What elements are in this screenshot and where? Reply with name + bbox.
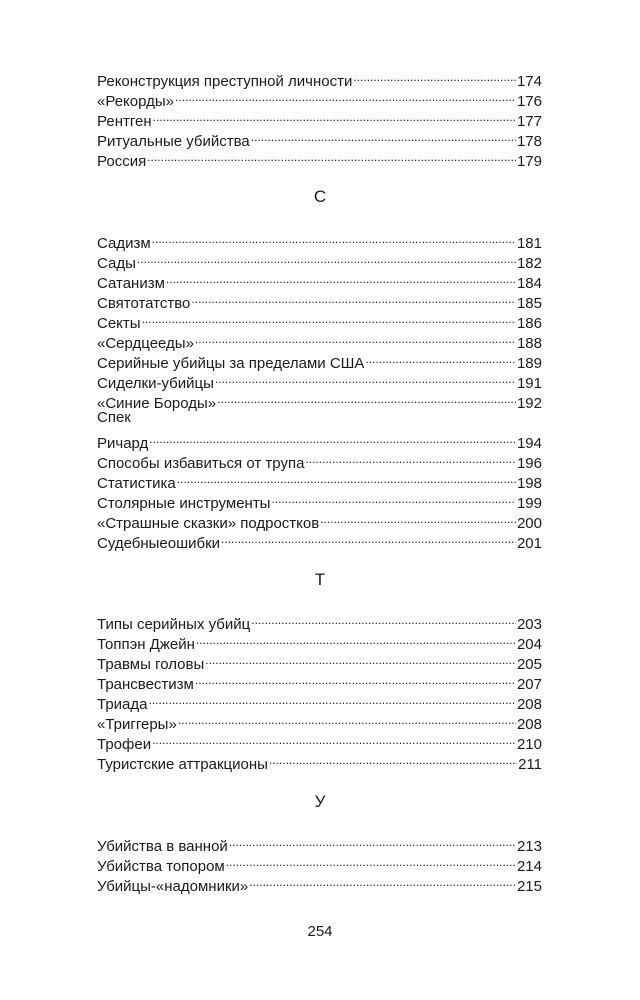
toc-entry-page: 178 — [516, 133, 542, 150]
toc-entry-page: 185 — [516, 295, 542, 312]
toc-entry-title: «Сердцееды» — [97, 335, 194, 352]
toc-entry — [97, 749, 542, 773]
toc-entry-page: 200 — [516, 515, 542, 532]
toc-entry-page: 194 — [516, 435, 542, 452]
dot-leader — [217, 388, 516, 408]
section-letter-t: Т — [314, 570, 326, 589]
dot-leader — [152, 729, 516, 749]
toc-entry-title: Трофеи — [97, 736, 152, 753]
dot-leader — [195, 328, 516, 348]
toc-entry-page: 179 — [516, 153, 542, 170]
toc-entry-title: «Синие Бороды» — [97, 395, 217, 412]
toc-entry-title: Россия — [97, 153, 147, 170]
toc-entry — [97, 709, 542, 733]
toc-entry-page: 191 — [516, 375, 542, 392]
toc-entry-page: 210 — [516, 736, 542, 753]
dot-leader — [353, 66, 516, 86]
toc-entry — [97, 448, 542, 472]
toc-group-u — [97, 831, 542, 895]
toc-entry-title: Садизм — [97, 235, 151, 252]
toc-entry-page: 182 — [516, 255, 542, 272]
toc-entry — [97, 609, 542, 633]
toc-entry — [97, 248, 542, 272]
dot-leader — [271, 488, 516, 508]
toc-entry — [97, 831, 542, 855]
toc-entry-page: 174 — [516, 73, 542, 90]
toc-entry-title: Сиделки-убийцы — [97, 375, 214, 392]
dot-leader — [175, 86, 516, 106]
toc-entry — [97, 106, 542, 130]
toc-entry — [97, 146, 542, 170]
dot-leader — [305, 448, 516, 468]
toc-entry-title: Убийства в ванной — [97, 838, 228, 855]
toc-entry-title: Святотатство — [97, 295, 191, 312]
toc-entry-page: 207 — [516, 676, 542, 693]
dot-leader — [249, 871, 516, 891]
toc-entry-title: Реконструкция преступной личности — [97, 73, 353, 90]
toc-group-t — [97, 609, 542, 773]
dot-leader — [148, 689, 515, 709]
section-letter-u: У — [314, 792, 326, 811]
toc-entry — [97, 729, 542, 753]
toc-entry — [97, 328, 542, 352]
dot-leader — [226, 851, 516, 871]
dot-leader — [191, 288, 516, 308]
toc-entry-title: Сатанизм — [97, 275, 165, 292]
toc-entry-page: 204 — [516, 636, 542, 653]
toc-entry-page: 213 — [516, 838, 542, 855]
dot-leader — [365, 348, 516, 368]
toc-entry-title: Убийцы-«надомники» — [97, 878, 249, 895]
dot-leader — [195, 669, 516, 689]
toc-entry-page: 198 — [516, 475, 542, 492]
toc-entry-page: 196 — [516, 455, 542, 472]
dot-leader — [196, 629, 516, 649]
toc-entry-title: Статистика — [97, 475, 176, 492]
dot-leader — [178, 709, 516, 729]
dot-leader — [221, 528, 516, 548]
toc-entry-page: 188 — [516, 335, 542, 352]
dot-leader — [269, 749, 517, 769]
toc-entry-page: 203 — [516, 616, 542, 633]
toc-entry-page: 201 — [516, 535, 542, 552]
page-number: 254 — [307, 923, 333, 940]
toc-entry-page: 176 — [516, 93, 542, 110]
toc-entry-page: 192 — [516, 395, 542, 412]
toc-entry-page: 214 — [516, 858, 542, 875]
dot-leader — [142, 308, 516, 328]
dot-leader — [152, 228, 516, 248]
dot-leader — [215, 368, 516, 388]
toc-entry-title: Серийные убийцы за пределами США — [97, 355, 365, 372]
toc-entry-page: 205 — [516, 656, 542, 673]
section-letter-s: С — [313, 187, 327, 206]
dot-leader — [166, 268, 516, 288]
toc-entry-title: Рентген — [97, 113, 152, 130]
dot-leader — [251, 126, 516, 146]
toc-entry-title: Топпэн Джейн — [97, 636, 195, 653]
toc-group-r — [97, 66, 542, 170]
dot-leader — [137, 248, 516, 268]
dot-leader — [177, 468, 516, 488]
toc-entry-title: Судебныеошибки — [97, 535, 221, 552]
toc-entry — [97, 268, 542, 292]
dot-leader — [149, 428, 516, 448]
dot-leader — [320, 508, 516, 528]
toc-entry-page: 215 — [516, 878, 542, 895]
toc-entry-page: 199 — [516, 495, 542, 512]
toc-entry-title: «Страшные сказки» подростков — [97, 515, 320, 532]
toc-entry-title: Трансвестизм — [97, 676, 194, 693]
toc-entry-title: Спек — [97, 409, 131, 426]
toc-entry-title: Триада — [97, 696, 148, 713]
toc-entry-title: Травмы головы — [97, 656, 205, 673]
toc-entry-title: Ритуальные убийства — [97, 133, 250, 150]
toc-entry — [97, 66, 542, 90]
toc-entry-page: 177 — [516, 113, 542, 130]
toc-group-s — [97, 228, 542, 552]
toc-entry — [97, 126, 542, 150]
toc-entry-title: Ричард — [97, 435, 149, 452]
toc-entry-title: Типы серийных убийц — [97, 616, 251, 633]
dot-leader — [147, 146, 516, 166]
toc-entry-page: 189 — [516, 355, 542, 372]
toc-entry-title: «Рекорды» — [97, 93, 174, 110]
toc-entry-page: 186 — [516, 315, 542, 332]
toc-entry — [97, 428, 542, 452]
toc-entry-page: 208 — [516, 696, 542, 713]
toc-entry-title: Убийства топором — [97, 858, 225, 875]
toc-entry — [97, 689, 542, 713]
toc-entry-title: Секты — [97, 315, 141, 332]
dot-leader — [153, 106, 516, 126]
dot-leader — [229, 831, 516, 851]
toc-entry — [97, 228, 542, 252]
toc-entry-page: 184 — [516, 275, 542, 292]
toc-entry-page: 181 — [516, 235, 542, 252]
toc-entry-title: Сады — [97, 255, 136, 272]
toc-entry-page: 211 — [518, 756, 542, 773]
toc-entry-title: Способы избавиться от трупа — [97, 455, 305, 472]
dot-leader — [251, 609, 516, 629]
toc-entry-title: Туристские аттракционы — [97, 756, 268, 773]
toc-entry-title: «Триггеры» — [97, 716, 177, 733]
dot-leader — [205, 649, 516, 669]
toc-entry-title: Столярные инструменты — [97, 495, 271, 512]
toc-entry — [97, 308, 542, 332]
toc-entry-page: 208 — [516, 716, 542, 733]
